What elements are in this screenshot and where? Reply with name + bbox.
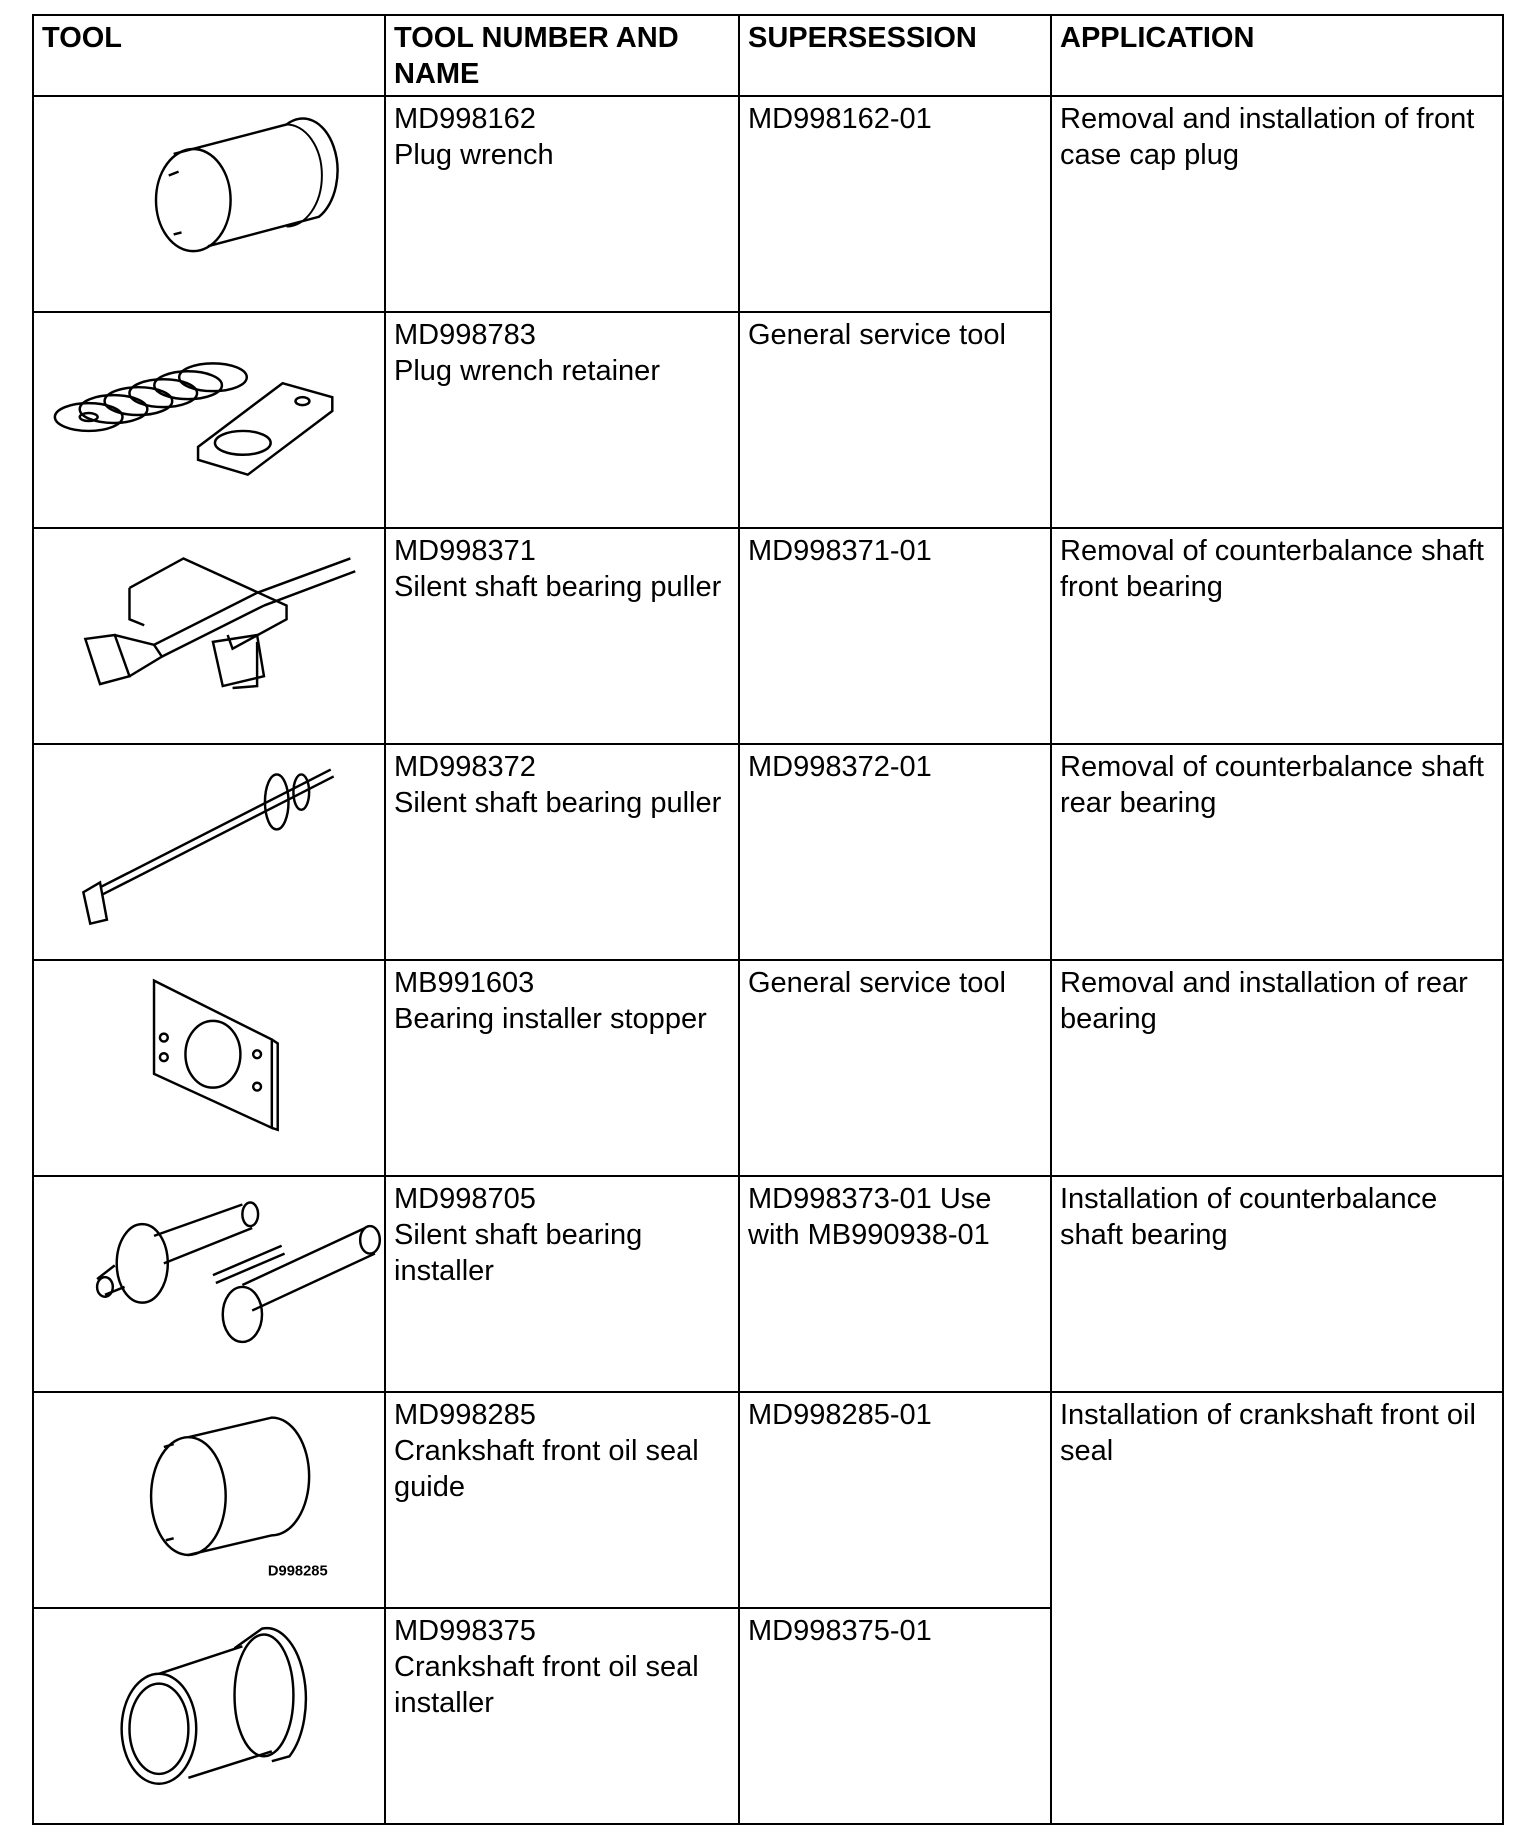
tool-name: Bearing installer stopper	[394, 1003, 707, 1035]
tool-number: MD998285	[394, 1399, 536, 1431]
tool-image-cell	[33, 96, 385, 312]
bearing-puller-icon	[34, 529, 384, 743]
tool-name: Silent shaft bearing installer	[394, 1219, 643, 1287]
header-tool-number-and-name: TOOL NUMBER AND NAME	[385, 15, 739, 96]
supersession-cell: MD998372-01	[739, 744, 1051, 960]
plug-wrench-retainer-icon	[34, 313, 384, 527]
tool-number-and-name	[385, 528, 739, 744]
tool-number-and-name	[385, 96, 739, 312]
tool-name: Plug wrench	[394, 139, 554, 171]
tool-number: MB991603	[394, 967, 535, 999]
tool-image-cell	[33, 528, 385, 744]
header-supersession: SUPERSESSION	[739, 15, 1051, 96]
tool-image-cell	[33, 960, 385, 1176]
application-cell: Removal and installation of front case cap plug	[1051, 96, 1503, 528]
tool-number-and-name	[385, 312, 739, 528]
tool-name: Crankshaft front oil seal installer	[394, 1651, 699, 1719]
tool-image-cell	[33, 1176, 385, 1392]
tool-number: MD998371	[394, 535, 536, 567]
application-cell: Removal and installation of rear bearing	[1051, 960, 1503, 1176]
header-tool: TOOL	[33, 15, 385, 96]
oil-seal-guide-icon	[34, 1393, 384, 1607]
table-row	[33, 1392, 1503, 1608]
installer-stopper-plate-icon	[34, 961, 384, 1175]
tool-name: Plug wrench retainer	[394, 355, 660, 387]
header-application: APPLICATION	[1051, 15, 1503, 96]
application-cell: Installation of crankshaft front oil seal	[1051, 1392, 1503, 1824]
plug-wrench-icon	[34, 97, 384, 311]
table-row	[33, 744, 1503, 960]
supersession-cell: General service tool	[739, 960, 1051, 1176]
application-cell: Removal of counterbalance shaft front bearing	[1051, 528, 1503, 744]
special-tools-table	[32, 14, 1504, 1825]
bearing-puller-rod-icon	[34, 745, 384, 959]
table-row	[33, 1176, 1503, 1392]
header-row	[33, 15, 1503, 96]
tool-number: MD998372	[394, 751, 536, 783]
tool-number: MD998162	[394, 103, 536, 135]
tool-number-and-name	[385, 744, 739, 960]
tool-name: Crankshaft front oil seal guide	[394, 1435, 699, 1503]
tool-image-cell	[33, 1392, 385, 1608]
table-row	[33, 960, 1503, 1176]
table-row	[33, 96, 1503, 312]
tool-number: MD998783	[394, 319, 536, 351]
supersession-cell: MD998162-01	[739, 96, 1051, 312]
tool-number: MD998375	[394, 1615, 536, 1647]
table-row	[33, 528, 1503, 744]
tool-number-and-name	[385, 1608, 739, 1824]
image-label: D998285	[267, 1563, 328, 1580]
tool-name: Silent shaft bearing puller	[394, 571, 722, 603]
supersession-cell: MD998371-01	[739, 528, 1051, 744]
tool-image-cell	[33, 744, 385, 960]
supersession-cell: MD998285-01	[739, 1392, 1051, 1608]
oil-seal-installer-icon	[34, 1609, 384, 1823]
supersession-cell: MD998373-01 Use with MB990938-01	[739, 1176, 1051, 1392]
tool-name: Silent shaft bearing puller	[394, 787, 722, 819]
tool-number: MD998705	[394, 1183, 536, 1215]
tool-image-cell	[33, 312, 385, 528]
supersession-cell: General service tool	[739, 312, 1051, 528]
bearing-installer-icon	[34, 1177, 384, 1391]
tool-number-and-name	[385, 960, 739, 1176]
tool-number-and-name	[385, 1176, 739, 1392]
supersession-cell: MD998375-01	[739, 1608, 1051, 1824]
application-cell: Removal of counterbalance shaft rear bearing	[1051, 744, 1503, 960]
tool-number-and-name	[385, 1392, 739, 1608]
application-cell: Installation of counterbalance shaft bearing	[1051, 1176, 1503, 1392]
tool-image-cell	[33, 1608, 385, 1824]
